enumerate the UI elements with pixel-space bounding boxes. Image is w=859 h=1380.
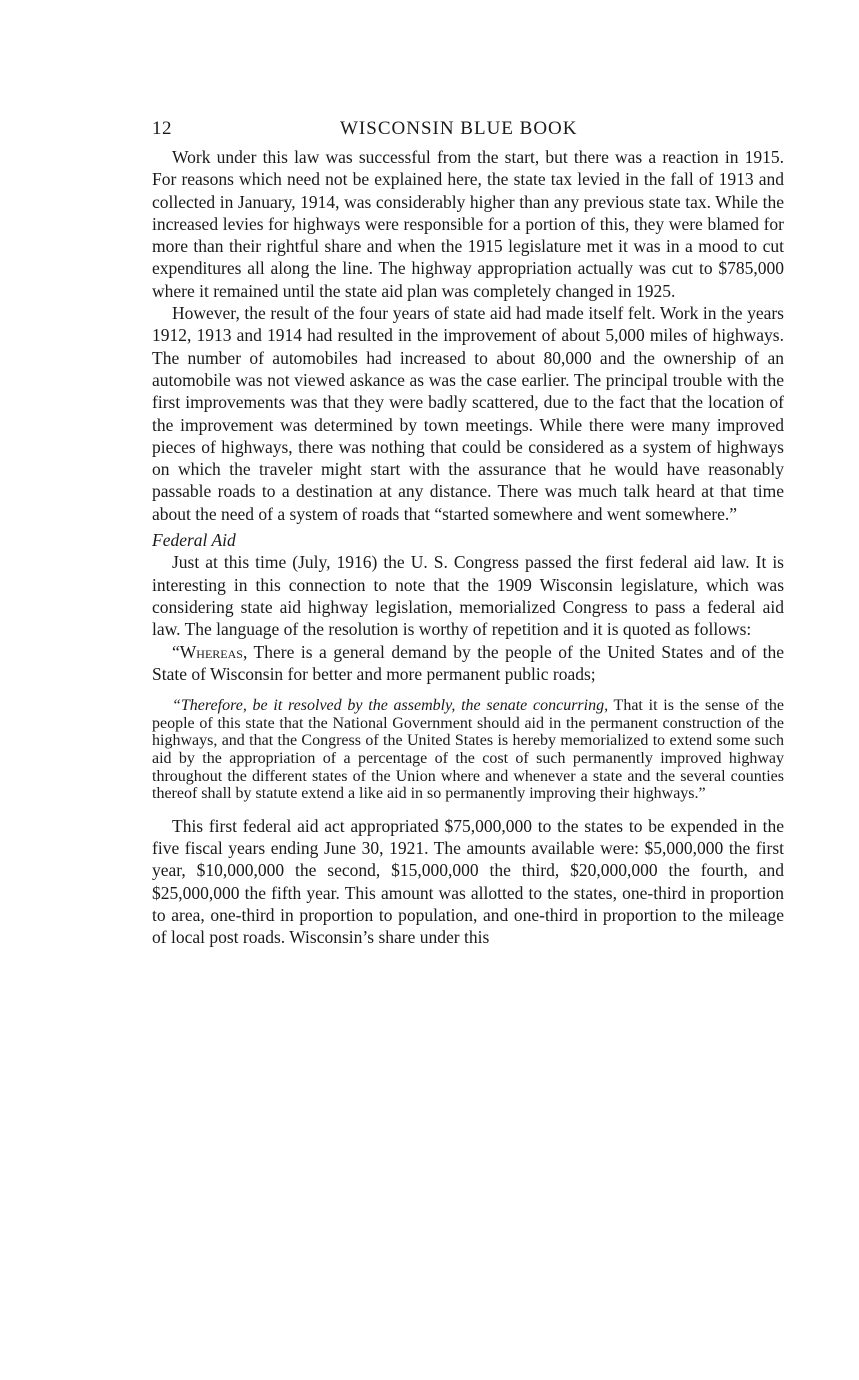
page — [152, 112, 784, 948]
body-text — [152, 146, 784, 948]
quote-whereas-text: , There is a general demand by the people of the United States and of the State of Wisconsin for better and more permanent public roads; — [152, 641, 784, 684]
page-number: 12 — [152, 118, 172, 139]
quote-whereas-keyword: Whereas — [179, 641, 243, 662]
spacer — [152, 803, 784, 815]
spacer — [152, 685, 784, 697]
section-heading-federal-aid: Federal Aid — [152, 530, 236, 551]
resolution-italic-clause: “Therefore, be it resolved by the assembly, the senate concurring, — [172, 697, 609, 715]
paragraph-appropriation: This first federal aid act appropriated $75,000,000 to the states to be expended in the five fiscal years ending June 30, 1921. The amounts available were: $5,000,000 the first year, $10,000,000 the second, $15,000,000 the third, $20,000,000 the fourth, and $25,000,000 the fifth year. This amount was allotted to the states, one-third in proportion to area, one-third in proportion to population, and one-third in proportion to the mileage of local post roads. Wisconsin’s share under this — [152, 815, 784, 948]
paragraph-federal-aid-law: Just at this time (July, 1916) the U. S. Congress passed the first federal aid law. It is interesting in this connection to note that the 1909 Wisconsin legislature, which was considering state aid highway legislation, memorialized Congress to pass a federal aid law. The language of the resolution is worthy of repetition and it is quoted as follows: — [152, 552, 784, 640]
resolution-quote — [152, 697, 784, 803]
paragraph-state-aid-results: However, the result of the four years of state aid had made itself felt. Work in the years 1912, 1913 and 1914 had resulted in the improvement of about 5,000 miles of highways. The number of automobiles had increased to about 80,000 and the ownership of an automobile was not viewed askance as was the case earlier. The principal trouble with the first improvements was that they were badly scattered, due to the fact that the location of the improvement was determined by town meetings. While there were many improved pieces of highways, there was nothing that could be considered as a system of highways on which the traveler might start with the assurance that he would have reasonably passable roads to a destination at any distance. There was much talk heard at that time about the need of a system of roads that “started somewhere and went somewhere.” — [152, 303, 784, 524]
paragraph-state-aid-reaction: Work under this law was successful from the start, but there was a reaction in 1915. For reasons which need not be explained here, the state tax levied in the fall of 1913 and collected in January, 1914, was considerably higher than any previous state tax. While the increased levies for highways were responsible for a portion of this, they were blamed for more than their rightful share and when the 1915 legislature met it was in a mood to cut expenditures all along the line. The highway appropriation actually was cut to $785,000 where it remained until the state aid plan was completely changed in 1925. — [152, 147, 784, 301]
resolution-text: That it is the sense of the people of this state that the National Government should aid in the permanent construction of the highways, and that the Congress of the United States is hereby memorialized to extend some such aid by the appropriation of a percentage of the cost of such permanently improved highway throughout the different states of the Union where and whenever a state and the several counties thereof shall by statute extend a like aid in so permanently improving their highways.” — [152, 697, 785, 803]
quote-whereas — [152, 641, 784, 686]
quote-open-mark: “ — [172, 641, 180, 662]
running-head — [152, 112, 784, 146]
running-title: WISCONSIN BLUE BOOK — [340, 118, 578, 139]
